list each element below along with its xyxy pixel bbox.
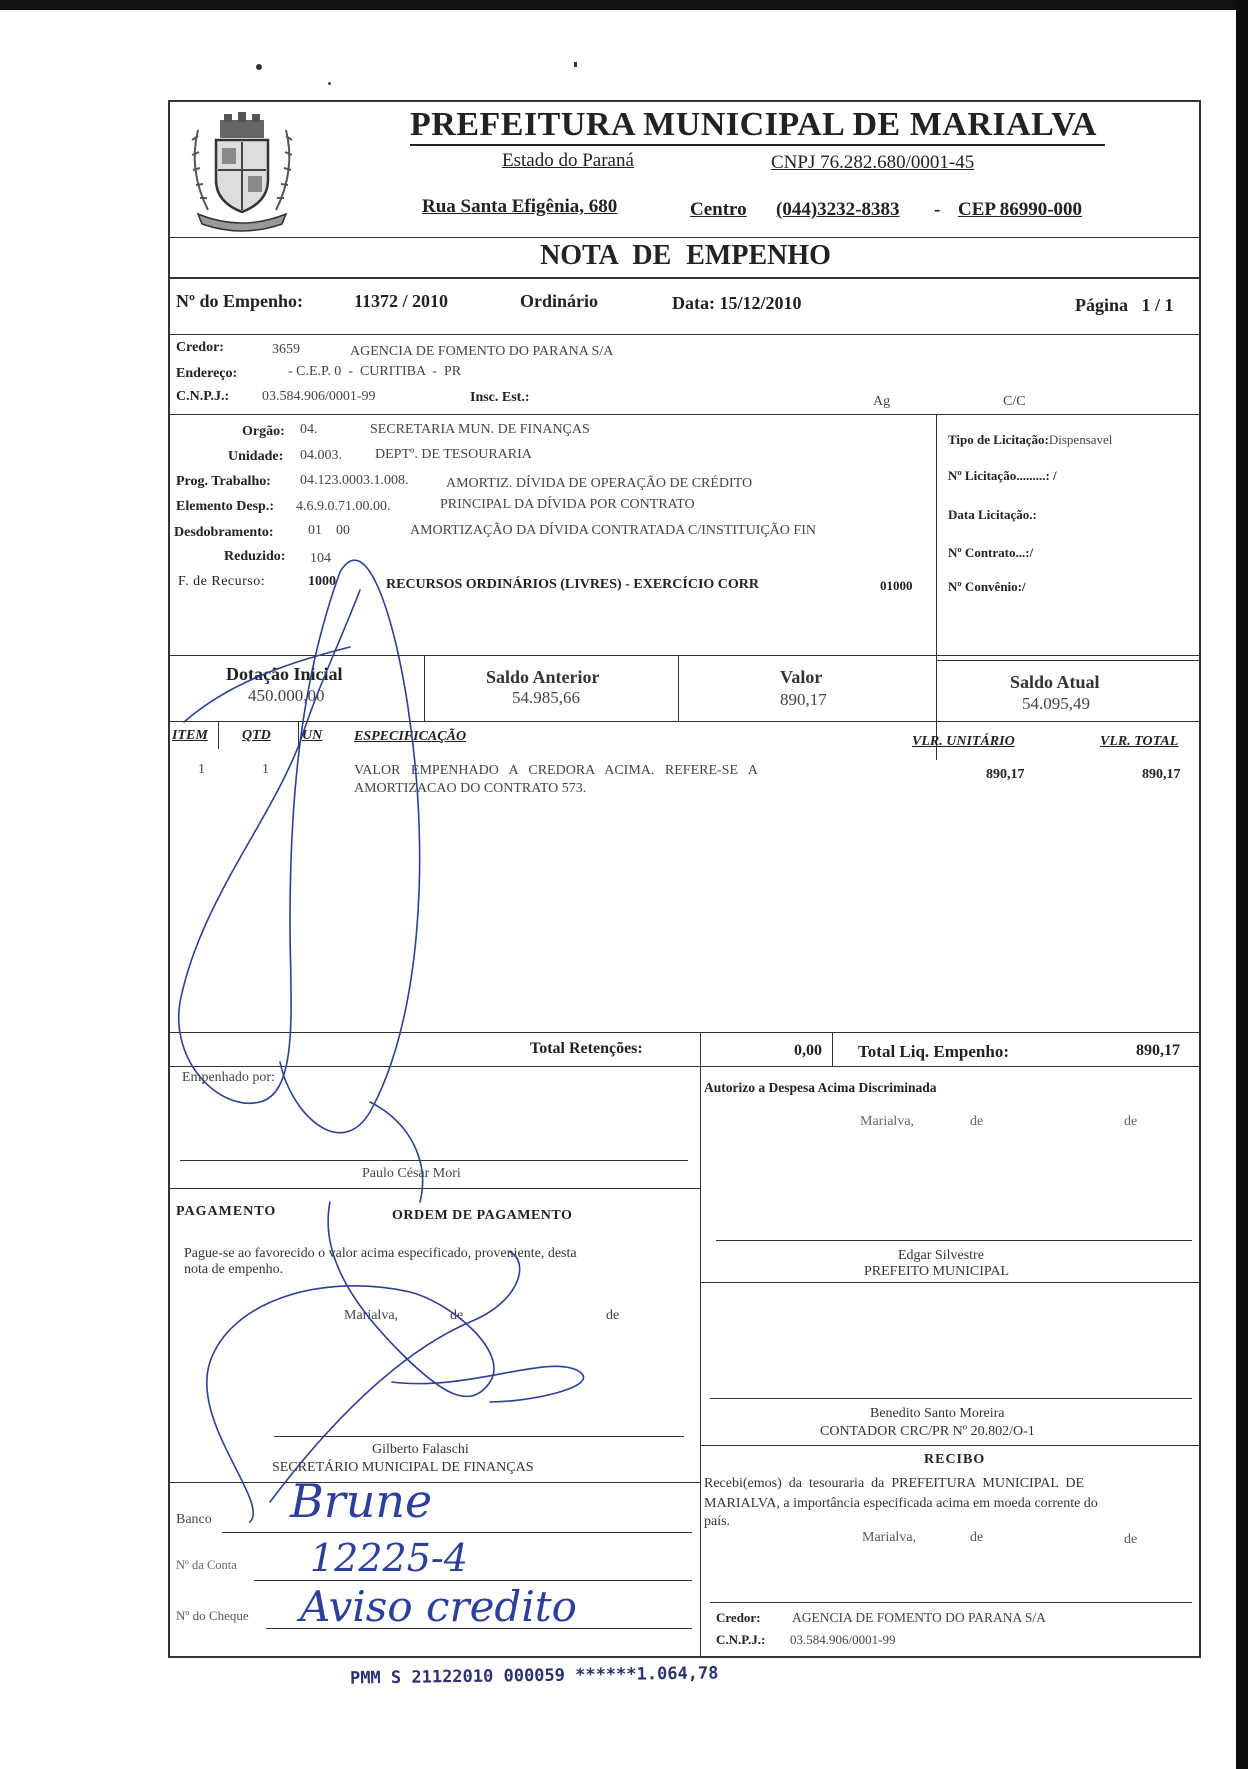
header-phone: (044)3232-8383 <box>776 199 900 220</box>
scan-speck <box>328 82 331 85</box>
endereco-label: Endereço: <box>176 366 238 381</box>
col-vlr-total: VLR. TOTAL <box>1100 734 1179 749</box>
orgao-code: 04. <box>300 422 318 437</box>
scan-speck <box>574 62 577 67</box>
item-unit-price: 890,17 <box>986 767 1025 782</box>
fonte-recurso-label: F. de Recurso: <box>178 574 266 589</box>
autorizo-de-1: de <box>970 1114 984 1129</box>
prefeito-title: PREFEITO MUNICIPAL <box>864 1264 1010 1279</box>
payment-stamp: PMM S 21122010 000059 ******1.064,78 <box>349 1663 719 1689</box>
elemento-name: PRINCIPAL DA DÍVIDA POR CONTRATO <box>440 497 695 512</box>
header-cep: CEP 86990-000 <box>958 199 1083 220</box>
recibo-de-2: de <box>1124 1532 1138 1547</box>
recibo-de-1: de <box>970 1530 984 1545</box>
saldo-anterior-label: Saldo Anterior <box>486 667 600 687</box>
item-qty: 1 <box>262 762 269 777</box>
document-title: NOTA DE EMPENHO <box>540 240 831 271</box>
header-dash: - <box>934 199 941 220</box>
col-vlr-unitario: VLR. UNITÁRIO <box>912 734 1015 749</box>
item-total: 890,17 <box>1142 767 1181 782</box>
pagamento-marialva: Marialva, <box>344 1308 399 1323</box>
secretario-title: SECRETÁRIO MUNICIPAL DE FINANÇAS <box>272 1460 534 1475</box>
credor-label: Credor: <box>176 340 224 355</box>
tipo-licitacao-value: Dispensavel <box>1048 432 1113 447</box>
credor-code: 3659 <box>272 342 300 357</box>
prog-trabalho-label: Prog. Trabalho: <box>176 474 271 489</box>
municipality-title: PREFEITURA MUNICIPAL DE MARIALVA <box>410 106 1105 146</box>
ag-label: Ag <box>873 394 891 409</box>
cheque-label: Nº do Cheque <box>176 1608 249 1623</box>
state-label: Estado do Paraná <box>502 150 634 171</box>
recibo-cnpj: 03.584.906/0001-99 <box>790 1632 896 1647</box>
fonte-recurso-code: 1000 <box>308 574 336 589</box>
dotacao-label: Dotação Inicial <box>226 664 343 684</box>
empenho-type: Ordinário <box>520 291 599 311</box>
total-liquido-value: 890,17 <box>1136 1042 1180 1059</box>
secretario-name: Gilberto Falaschi <box>372 1442 469 1457</box>
endereco-value: - C.E.P. 0 - CURITIBA - PR <box>288 364 462 379</box>
insc-est-label: Insc. Est.: <box>470 390 530 405</box>
credor-cnpj: 03.584.906/0001-99 <box>262 389 376 404</box>
empenho-number: 11372 / 2010 <box>354 291 449 311</box>
total-retencoes-value: 0,00 <box>794 1042 822 1059</box>
page-indicator: Página 1 / 1 <box>1075 295 1174 315</box>
contador-name: Benedito Santo Moreira <box>870 1406 1005 1421</box>
contador-title: CONTADOR CRC/PR Nº 20.802/O-1 <box>820 1424 1035 1439</box>
recibo-marialva: Marialva, <box>862 1530 917 1545</box>
unidade-name: DEPTº. DE TESOURARIA <box>375 447 532 462</box>
conta-handwriting: 12225-4 <box>310 1536 468 1580</box>
unidade-label: Unidade: <box>228 449 284 464</box>
numero-licitacao: Nº Licitação.........: / <box>948 468 1057 483</box>
elemento-label: Elemento Desp.: <box>176 499 274 514</box>
pagamento-de-1: de <box>450 1308 464 1323</box>
cnpj-label: C.N.P.J.: <box>176 389 230 404</box>
pagamento-text-2: nota de empenho. <box>184 1262 284 1277</box>
banco-handwriting: Brune <box>290 1474 433 1528</box>
conta-label: Nº da Conta <box>176 1558 237 1572</box>
desdobramento-name: AMORTIZAÇÃO DA DÍVIDA CONTRATADA C/INSTITUIÇÃO FIN <box>410 523 816 538</box>
recibo-text-1: Recebi(emos) da tesouraria da PREFEITURA MUNICIPAL DE <box>704 1476 1085 1491</box>
banco-label: Banco <box>176 1512 212 1527</box>
col-especificacao: ESPECIFICAÇÃO <box>354 729 467 744</box>
prefeito-name: Edgar Silvestre <box>898 1248 984 1263</box>
autorizo-label: Autorizo a Despesa Acima Discriminada <box>704 1080 937 1095</box>
tipo-licitacao-label: Tipo de Licitação: <box>948 432 1049 447</box>
empenhado-por-name: Paulo César Mori <box>362 1166 461 1181</box>
saldo-atual-value: 54.095,49 <box>1022 694 1090 713</box>
orgao-name: SECRETARIA MUN. DE FINANÇAS <box>370 422 590 437</box>
autorizo-marialva: Marialva, <box>860 1114 915 1129</box>
dotacao-value: 450.000,00 <box>248 686 325 705</box>
recibo-label: RECIBO <box>924 1452 986 1467</box>
item-desc-line2: AMORTIZACAO DO CONTRATO 573. <box>354 781 587 796</box>
reduzido-value: 104 <box>310 551 331 566</box>
saldo-atual-label: Saldo Atual <box>1010 672 1100 692</box>
valor-label: Valor <box>780 667 823 687</box>
total-liquido-label: Total Liq. Empenho: <box>858 1042 1009 1061</box>
reduzido-label: Reduzido: <box>224 549 286 564</box>
cheque-handwriting: Aviso credito <box>300 1582 577 1631</box>
header-district: Centro <box>690 199 747 220</box>
pagamento-de-2: de <box>606 1308 620 1323</box>
item-number: 1 <box>198 762 205 777</box>
pagamento-label: PAGAMENTO <box>176 1204 277 1219</box>
recibo-text-2: MARIALVA, a importância especificada acima em moeda corrente do <box>704 1496 1098 1511</box>
recibo-text-3: país. <box>704 1514 731 1529</box>
ordem-pagamento-label: ORDEM DE PAGAMENTO <box>392 1208 573 1223</box>
col-item: ITEM <box>172 728 208 743</box>
numero-contrato: Nº Contrato...:/ <box>948 545 1034 560</box>
header-cnpj: CNPJ 76.282.680/0001-45 <box>771 152 975 173</box>
desdobramento-label: Desdobramento: <box>174 525 274 540</box>
recibo-cnpj-label: C.N.P.J.: <box>716 1632 766 1647</box>
prog-trabalho-name: AMORTIZ. DÍVIDA DE OPERAÇÃO DE CRÉDITO <box>446 476 753 491</box>
col-qtd: QTD <box>242 728 271 743</box>
saldo-anterior-value: 54.985,66 <box>512 688 580 707</box>
orgao-label: Orgão: <box>242 424 285 439</box>
recibo-credor-label: Credor: <box>716 1610 761 1625</box>
item-desc-line1: VALOR EMPENHADO A CREDORA ACIMA. REFERE-SE A <box>354 763 758 778</box>
pagamento-text-1: Pague-se ao favorecido o valor acima especificado, proveniente, desta <box>184 1246 577 1261</box>
total-retencoes-label: Total Retenções: <box>530 1040 643 1057</box>
fonte-recurso-name: RECURSOS ORDINÁRIOS (LIVRES) - EXERCÍCIO CORR <box>386 577 759 592</box>
header-address: Rua Santa Efigênia, 680 <box>422 196 618 217</box>
scan-right-edge <box>1236 0 1248 1769</box>
data-licitacao: Data Licitação.: <box>948 507 1037 522</box>
numero-convenio: Nº Convênio:/ <box>948 579 1026 594</box>
recibo-credor-name: AGENCIA DE FOMENTO DO PARANA S/A <box>792 1610 1046 1625</box>
empenho-label: Nº do Empenho: <box>176 291 303 311</box>
prog-trabalho-code: 04.123.0003.1.008. <box>300 473 409 488</box>
scan-speck <box>256 64 262 70</box>
elemento-code: 4.6.9.0.71.00.00. <box>296 499 391 514</box>
col-un: UN <box>302 728 323 743</box>
desdobramento-code: 01 00 <box>308 523 350 538</box>
handwritten-signature-scribbles <box>170 102 1201 1658</box>
nota-de-empenho-form <box>168 100 1201 1658</box>
credor-name: AGENCIA DE FOMENTO DO PARANA S/A <box>350 344 614 359</box>
scan-top-edge <box>0 0 1248 10</box>
empenho-date: Data: 15/12/2010 <box>672 293 802 313</box>
fonte-recurso-number: 01000 <box>880 578 913 593</box>
valor-value: 890,17 <box>780 690 827 709</box>
unidade-code: 04.003. <box>300 448 342 463</box>
autorizo-de-2: de <box>1124 1114 1138 1129</box>
empenhado-por-label: Empenhado por: <box>182 1070 275 1085</box>
cc-label: C/C <box>1003 394 1026 409</box>
